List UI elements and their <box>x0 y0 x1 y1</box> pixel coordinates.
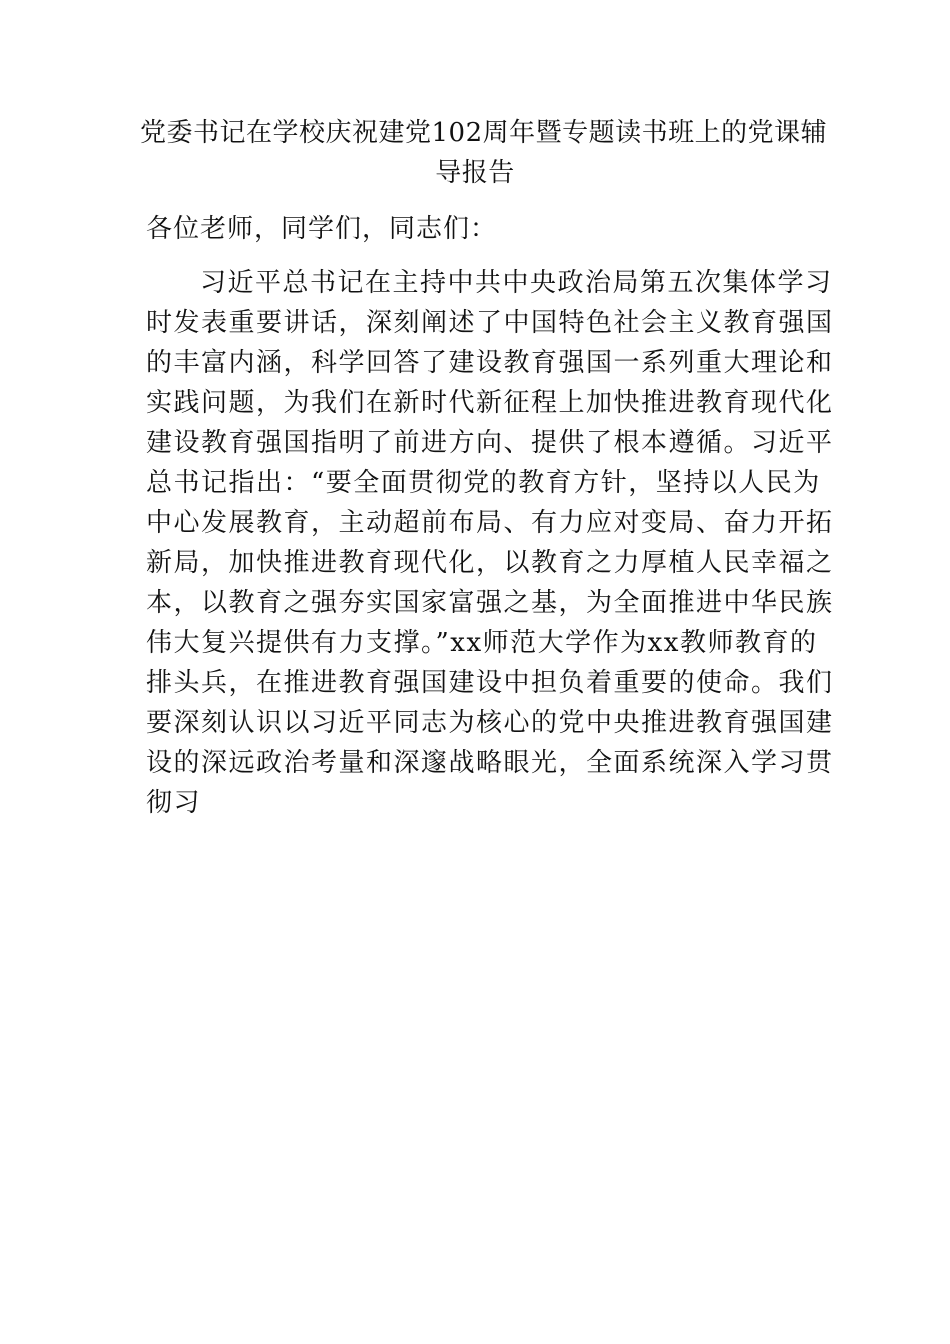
document-title <box>140 112 828 192</box>
title-line-1: 党委书记在学校庆祝建党102周年暨专题读书班上的党课辅 <box>140 118 828 148</box>
body-line: 中心发展教育，主动超前布局、有力应对变局、奋力开拓 <box>146 508 834 538</box>
body-line: 伟大复兴提供有力支撑。”xx师范大学作为xx教师教育的 <box>146 628 818 658</box>
body-line: 排头兵，在推进教育强国建设中担负着重要的使命。我们 <box>146 668 834 698</box>
body-line: 总书记指出：“要全面贯彻党的教育方针，坚持以人民为 <box>146 468 821 498</box>
body-line: 建设教育强国指明了前进方向、提供了根本遵循。习近平 <box>146 428 834 458</box>
body-line: 实践问题，为我们在新时代新征程上加快推进教育现代化 <box>146 388 834 418</box>
body-line: 本，以教育之强夯实国家富强之基，为全面推进中华民族 <box>146 588 834 618</box>
body-paragraph <box>146 263 834 823</box>
title-line-2: 导报告 <box>435 158 515 188</box>
body-line: 设的深远政治考量和深邃战略眼光，全面系统深入学习贯 <box>146 748 834 778</box>
body-line: 新局，加快推进教育现代化，以教育之力厚植人民幸福之 <box>146 548 834 578</box>
body-line: 彻习 <box>146 788 202 818</box>
body-line: 的丰富内涵，科学回答了建设教育强国一系列重大理论和 <box>146 348 834 378</box>
salutation: 各位老师，同学们，同志们： <box>146 214 498 244</box>
body-line: 要深刻认识以习近平同志为核心的党中央推进教育强国建 <box>146 708 834 738</box>
body-line: 习近平总书记在主持中共中央政治局第五次集体学习 <box>200 268 833 298</box>
body-line: 时发表重要讲话，深刻阐述了中国特色社会主义教育强国 <box>146 308 834 338</box>
